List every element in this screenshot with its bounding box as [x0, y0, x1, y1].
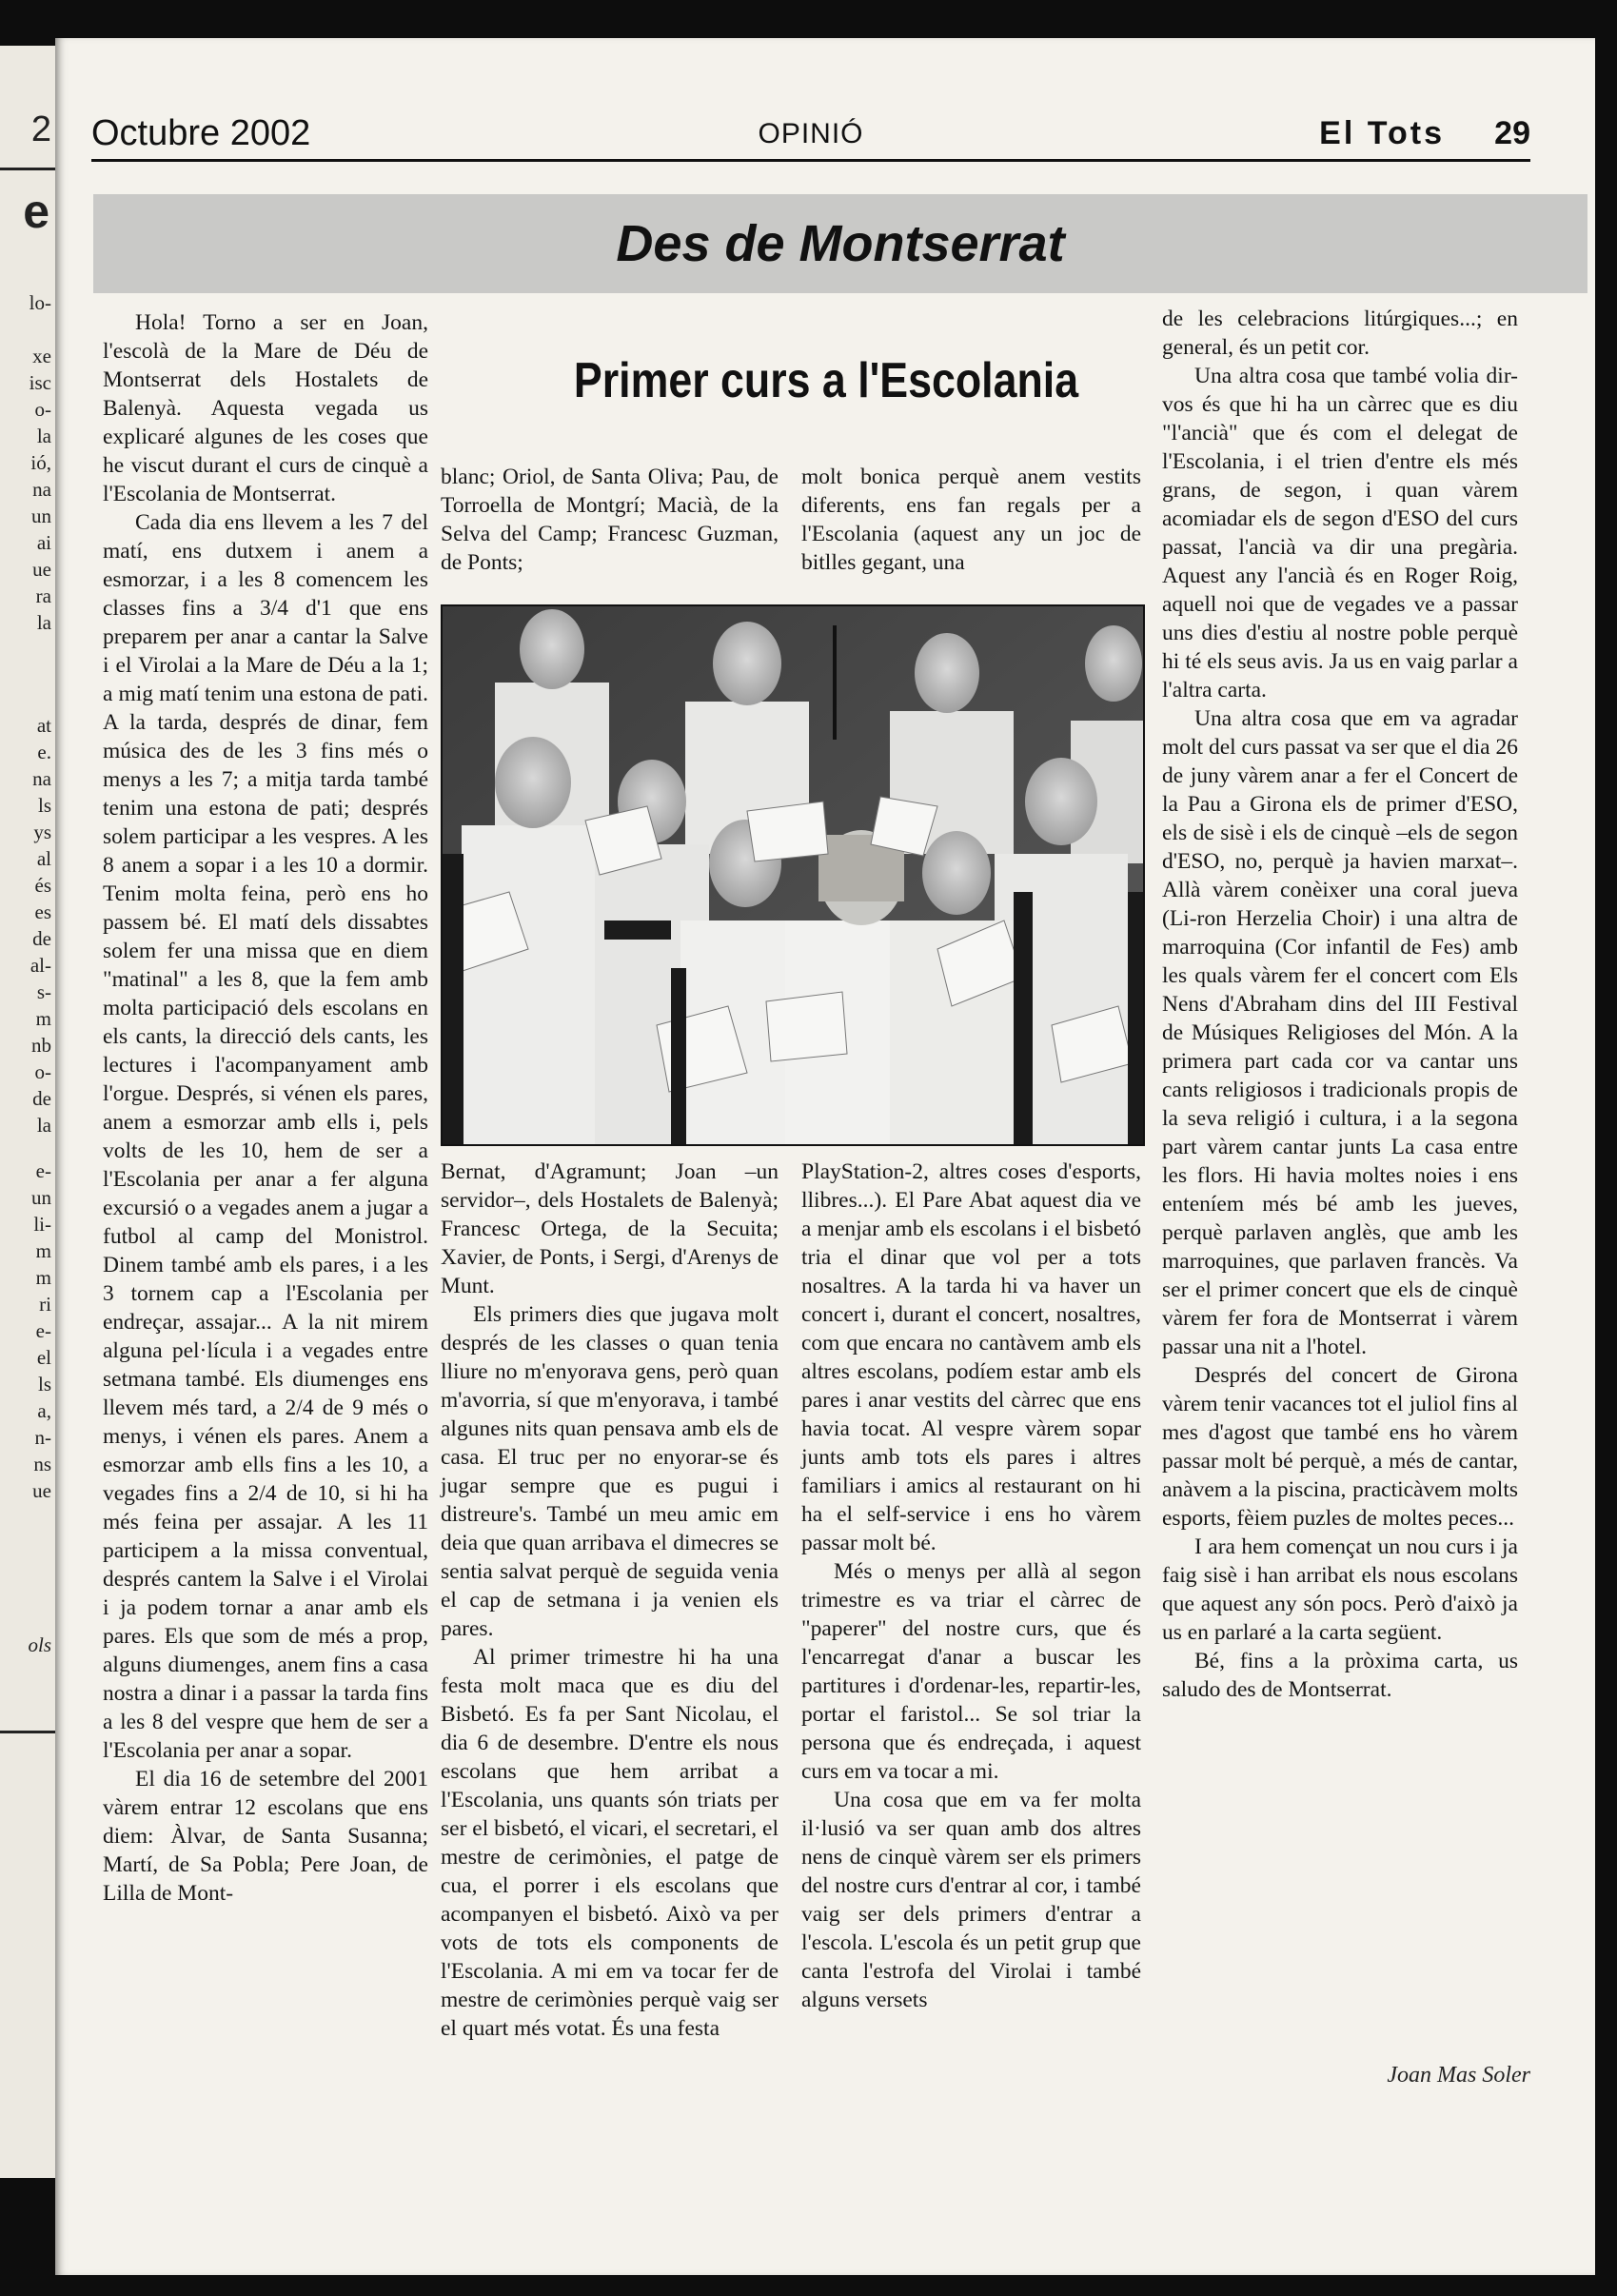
fragment-line: o-	[34, 398, 51, 421]
paragraph: Després del concert de Girona vàrem tenir vacances tot el juliol fins al mes d'agost que també ens ho vàrem passar molt bé perquè, a més de cantar, anàvem a la piscina, practicàvem molts esports, fèiem puzles de moltes peces...	[1162, 1363, 1518, 1531]
previous-page-fragments-mid	[30, 712, 51, 1138]
fragment-line: na	[32, 767, 51, 790]
fragment-line: ai	[36, 531, 51, 554]
fragment-line: a,	[37, 1399, 51, 1422]
fragment-line: ue	[32, 558, 51, 581]
paragraph: Més o menys per allà al segon trimestre es va triar el càrrec de "paperer" del nostre curs, que és l'encarregat d'anar a buscar les partitures i d'ordenar-les, repartir-les, portar el faristol... Se sol triar la persona que és endreçada, i aquest curs em va tocar a mi.	[801, 1559, 1141, 1784]
fragment-line: nb	[31, 1034, 51, 1057]
paragraph: I ara hem començat un nou curs i ja faig sisè i han arribat els nous escolans que aquest any són pocs. Però d'això ja us en parlaré a la carta següent.	[1162, 1534, 1518, 1645]
fragment-line: isc	[29, 371, 51, 394]
fragment-line: ys	[33, 821, 51, 843]
fragment-line: o-	[34, 1060, 51, 1083]
paragraph: blanc; Oriol, de Santa Oliva; Pau, de Torroella de Montgrí; Macià, de la Selva del Camp; Francesc Guzman, de Ponts;	[441, 465, 779, 575]
previous-page-big-letter: e	[23, 185, 49, 238]
previous-page-word: ols	[28, 1633, 51, 1656]
paragraph: El dia 16 de setembre del 2001 vàrem entrar 12 escolans que ens diem: Àlvar, de Santa Susanna; Martí, de Sa Pobla; Pere Joan, de Lilla de Mont-	[103, 1767, 428, 1906]
paragraph: Hola! Torno a ser en Joan, l'escolà de la Mare de Déu de Montserrat dels Hostalets de Balenyà. Aquesta vegada us explicaré algunes de les coses que he viscut durant el curs de cinquè a l'Escolania de Montserrat.	[103, 310, 428, 506]
fragment-line: e.	[37, 741, 51, 763]
choir-photo	[441, 604, 1145, 1146]
author-signature: Joan Mas Soler	[1387, 2063, 1530, 2088]
article-column-1	[103, 308, 428, 1908]
header-rule	[91, 159, 1530, 162]
fragment-line: ns	[33, 1453, 51, 1475]
paragraph: Una altra cosa que em va agradar molt del curs passat va ser que el dia 26 de juny vàrem anar a fer el Concert de la Pau a Girona els de primer d'ESO, els de sisè i els de cinquè –els de segon d'ESO, no, perquè ja havien marxat–. Allà vàrem conèixer una coral jueva (Li-ron Herzelia Choir) i una altra de marroquina (Cor infantil de Fes) amb les quals vàrem fer el concert com Els Nens d'Abraham dins del III Festival de Músiques Religioses del Món. A la primera part cada cor va cantar uns cants religiosos i tradicionals propis de la seva religió i cultura, i a la segona part vàrem cantar junts La casa entre les flors. Hi havia moltes noies i ens enteníem més bé amb les jueves, perquè parlaven anglès, que amb les marroquines, que parlaven francès. Va ser el primer concert que els de cinquè vàrem fer fora de Montserrat i vàrem passar una nit a l'hotel.	[1162, 706, 1518, 1359]
previous-page-edge	[0, 46, 55, 2178]
fragment-line: ra	[35, 584, 51, 607]
fragment-line: m	[35, 1239, 51, 1262]
newspaper-page	[55, 38, 1595, 2275]
paragraph: PlayStation-2, altres coses d'esports, llibres...). El Pare Abat aquest dia ve a menjar amb els escolans i el bisbetó tria el dinar que vol per a tots nosaltres. A la tarda hi va haver un concert i, durant el concert, nosaltres, com que encara no cantàvem amb els altres escolans, podíem estar amb els pares i anar vestits del càrrec que ens havia tocat. Al vespre vàrem sopar junts amb tots els pares i altres familiars i amics al restaurant on hi ha el self-service i ens ho vàrem passar molt bé.	[801, 1159, 1141, 1555]
paragraph: molt bonica perquè anem vestits diferents, ens fan regals per a l'Escolania (aquest any un joc de bitlles gegant, una	[801, 465, 1141, 575]
article-column-3-top	[801, 463, 1141, 577]
fragment-line: la	[36, 1114, 51, 1137]
fragment-line: ri	[39, 1293, 51, 1316]
fragment-line: es	[34, 901, 51, 923]
fragment-line: at	[36, 714, 51, 737]
fragment-line: m	[35, 1007, 51, 1030]
fragment-line: al-	[30, 954, 51, 977]
paragraph: de les celebracions litúrgiques...; en general, és un petit cor.	[1162, 307, 1518, 360]
fragment-line: m	[35, 1266, 51, 1289]
fragment-line: lo-	[29, 291, 51, 314]
fragment-line: de	[32, 927, 51, 950]
issue-date: Octubre 2002	[91, 113, 311, 153]
fragment-line: el	[36, 1346, 51, 1369]
page-number: 29	[1494, 115, 1530, 151]
previous-page-number: 2	[30, 109, 51, 149]
fragment-line: li-	[33, 1213, 51, 1236]
fragment-line: xe	[32, 345, 51, 367]
paragraph: Una cosa que em va fer molta il·lusió va ser quan amb dos altres nens de cinquè vàrem ser els primers del nostre curs d'entrar al cor, i també vaig ser dels primers d'entrar a l'escola. L'escola és un petit grup que canta l'estrofa del Virolai i també alguns versets	[801, 1788, 1141, 2012]
page-header	[91, 105, 1530, 162]
fragment-line: al	[36, 847, 51, 870]
fragment-line: la	[36, 611, 51, 634]
fragment-line: e-	[35, 1319, 51, 1342]
fragment-line: e-	[35, 1159, 51, 1182]
article-column-2-bottom	[441, 1158, 779, 2043]
fragment-line: ls	[37, 1373, 51, 1395]
fragment-line: s-	[36, 980, 51, 1003]
fragment-line: un	[31, 505, 51, 527]
fragment-line: un	[31, 1186, 51, 1209]
column-title: Des de Montserrat	[616, 215, 1065, 272]
fragment-line: ue	[32, 1479, 51, 1502]
fragment-line: n-	[34, 1426, 51, 1449]
fragment-line: la	[36, 425, 51, 447]
choir-photo-image	[443, 606, 1143, 1144]
article-column-4	[1162, 305, 1518, 1704]
article-column-2-top	[441, 463, 779, 577]
previous-page-fragments-low	[31, 1158, 51, 1504]
paragraph: Una altra cosa que també volia dir-vos és que hi ha un càrrec que es diu "l'ancià" que és com el delegat de l'Escolania, i el trien d'entre els més grans, de segon, i quan vàrem acomiadar els de segon d'ESO del curs passat, l'ancià va dir una pregària. Aquest any l'ancià és en Roger Roig, aquell noi que de vegades ve a passar uns dies d'estiu al nostre poble perquè hi té els seus avis. Ja us en vaig parlar a l'altra carta.	[1162, 364, 1518, 703]
fragment-line: és	[34, 874, 51, 897]
paragraph: Els primers dies que jugava molt després de les classes o quan tenia lliure no m'enyorava gens, però quan m'avorria, sí que m'enyorava, i també algunes nits quan pensava amb els de casa. El truc per no enyorar-se és jugar sempre que es pugui i distreure's. També un meu amic em deia que quan arribava el dimecres se sentia salvat perquè de seguida venia el cap de setmana i ja venien els pares.	[441, 1302, 779, 1641]
publication-name: El Tots	[1319, 115, 1445, 151]
article-headline: Primer curs a l'Escolania	[573, 353, 1079, 408]
fragment-line	[30, 316, 51, 343]
article-column-3-bottom	[801, 1158, 1141, 2014]
paragraph: Bernat, d'Agramunt; Joan –un servidor–, dels Hostalets de Balenyà; Francesc Ortega, de la Secuita; Xavier, de Ponts, i Sergi, d'Arenys de Munt.	[441, 1159, 779, 1298]
paragraph: Al primer trimestre hi ha una festa molt maca que es diu del Bisbetó. Es fa per Sant Nicolau, el dia 6 de desembre. D'entre els nous escolans que hem arribat a l'Escolania, uns quants són triats per ser el bisbetó, el vicari, el secretari, el mestre de cerimònies, el patge de cua, el porrer i els escolans que acompanyen el bisbetó. Això va per vots de tots els components de l'Escolania. A mi em va tocar fer de mestre de cerimònies perquè vaig ser el quart més votat. És una festa	[441, 1645, 779, 2041]
fragment-line: ió,	[30, 451, 51, 474]
fragment-line: na	[32, 478, 51, 501]
paragraph: Bé, fins a la pròxima carta, us saludo des de Montserrat.	[1162, 1649, 1518, 1702]
fragment-line: de	[32, 1087, 51, 1110]
column-banner	[93, 194, 1587, 293]
fragment-line: ls	[37, 794, 51, 817]
paragraph: Cada dia ens llevem a les 7 del matí, ens dutxem i anem a esmorzar, i a les 8 comencem les classes fins a 3/4 d'1 que ens preparem per anar a cantar la Salve i el Virolai a la Mare de Déu a la 1; a mig matí tenim una estona de pati. A la tarda, després de dinar, fem música des de les 3 fins més o menys a les 7; a mitja tarda també tenim una estona de pati; després solem participar a les vespres. A les 8 anem a sopar i a les 10 a dormir. Tenim molta feina, però ens ho passem bé. El matí dels dissabtes solem fer una missa que en diem "matinal" a les 8, que la fem amb molta participació dels escolans en els cants, la direcció dels cants, les lectures i l'acompanyament amb l'orgue. Després, si vénen els pares, anem a esmorzar amb ells i, pels volts de les 10, hem de ser a l'Escolania per anar a fer alguna excursió o a vegades anem a jugar a futbol al camp del Monistrol. Dinem també amb els pares, i a les 3 tornem cap a l'Escolania per endreçar, assajar... A la nit mirem alguna pel·lícula i a vegades entre setmana també. Els diumenges ens llevem més tard, a 2/4 de 9 més o menys, i vénen els pares. Anem a esmorzar amb ells fins a les 10, a vegades fins a 2/4 de 10, si hi ha més feina per assajar. A les 11 participem a la missa conventual, després cantem la Salve i el Virolai i ja podem tornar a anar amb els pares. Els que som de més a prop, alguns diumenges, anem fins a casa nostra a dinar i a passar la tarda fins a les 8 del vespre que hem de ser a l'Escolania per anar a sopar.	[103, 510, 428, 1763]
previous-page-fragments-top	[30, 289, 51, 636]
section-label: OPINIÓ	[758, 118, 864, 149]
